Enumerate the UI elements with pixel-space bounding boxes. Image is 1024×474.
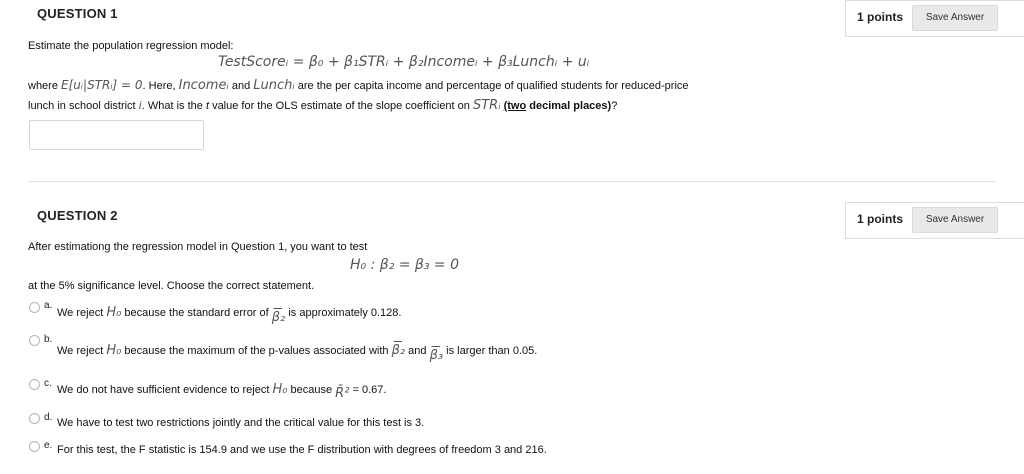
option-c-part-2: because bbox=[290, 384, 333, 396]
question-1-points: 1 points bbox=[857, 10, 904, 24]
option-c-radio[interactable] bbox=[29, 379, 40, 390]
question-1-title: QUESTION 1 bbox=[37, 6, 118, 21]
question-2-intro: After estimationg the regression model in Question 1, you want to test bbox=[28, 241, 368, 253]
option-a-part-2: because the standard error of bbox=[124, 307, 269, 319]
option-b-beta2-hat: β₂ bbox=[391, 343, 406, 358]
option-e-letter: e. bbox=[44, 440, 53, 451]
question-2-points: 1 points bbox=[857, 212, 904, 226]
question-1-line-1 bbox=[28, 78, 689, 93]
str-variable: STRᵢ bbox=[472, 98, 501, 113]
two-label bbox=[504, 100, 612, 112]
option-b-part-2: because the maximum of the p-values associated with bbox=[124, 345, 389, 357]
option-d-text[interactable]: We have to test two restrictions jointly and the critical value for this test is 3. bbox=[57, 417, 425, 429]
option-d-letter: d. bbox=[44, 412, 53, 423]
question-2-header bbox=[0, 202, 845, 230]
slope-question-text: value for the OLS estimate of the slope coefficient on bbox=[212, 100, 470, 112]
question-2-save-answer-button[interactable]: Save Answer bbox=[912, 207, 998, 233]
option-a-beta-hat: β₂ bbox=[271, 310, 286, 325]
regression-model-equation: TestScoreᵢ = β₀ + β₁STRᵢ + β₂Incomeᵢ + β₃Lunchᵢ + uᵢ bbox=[218, 54, 590, 70]
option-a-h0: H₀ bbox=[106, 305, 122, 320]
here-text: . Here, bbox=[142, 80, 176, 92]
option-b-part-4: is larger than 0.05. bbox=[446, 345, 538, 357]
option-b-beta3-hat: β₃ bbox=[429, 348, 444, 363]
option-c-adjusted-r-squared: R̄² bbox=[335, 386, 350, 401]
conditional-mean-expression: E[uᵢ|STRᵢ] = 0 bbox=[61, 78, 143, 92]
question-1-save-answer-button[interactable]: Save Answer bbox=[912, 5, 998, 31]
t-statistic-symbol: t bbox=[205, 100, 209, 112]
option-e-radio[interactable] bbox=[29, 441, 40, 452]
option-e-text[interactable]: For this test, the F statistic is 154.9 and we use the F distribution with degrees of freedom 3 and 216. bbox=[57, 444, 547, 456]
lunch-district-text: lunch in school district bbox=[28, 100, 136, 112]
question-2-prompt: at the 5% significance level. Choose the correct statement. bbox=[28, 280, 315, 292]
option-b-text[interactable] bbox=[57, 343, 538, 363]
lunch-variable: Lunchᵢ bbox=[253, 78, 295, 93]
question-mark: ? bbox=[611, 100, 618, 112]
option-b-part-3: and bbox=[408, 345, 427, 357]
question-divider bbox=[28, 181, 996, 182]
question-1-side-panel bbox=[845, 0, 1024, 37]
question-2-side-panel bbox=[845, 202, 1024, 239]
option-d-radio[interactable] bbox=[29, 413, 40, 424]
option-c-part-1: We do not have sufficient evidence to reject bbox=[57, 384, 270, 396]
option-c-part-3: = 0.67. bbox=[352, 384, 387, 396]
option-a-radio[interactable] bbox=[29, 302, 40, 313]
option-b-radio[interactable] bbox=[29, 335, 40, 346]
option-b-h0: H₀ bbox=[106, 343, 122, 358]
option-c-text[interactable] bbox=[57, 382, 387, 401]
option-b-letter: b. bbox=[44, 334, 53, 345]
decimal-places: decimal places) bbox=[529, 100, 612, 112]
option-a-letter: a. bbox=[44, 300, 53, 311]
null-hypothesis: H₀ : β₂ = β₃ = 0 bbox=[350, 257, 460, 273]
option-c-letter: c. bbox=[44, 378, 52, 389]
question-1-intro: Estimate the population regression model: bbox=[28, 40, 234, 52]
where-text: where bbox=[28, 80, 58, 92]
option-c-h0: H₀ bbox=[272, 382, 288, 397]
question-1-line-2 bbox=[28, 98, 617, 113]
income-variable: Incomeᵢ bbox=[178, 78, 229, 93]
question-1-answer-input[interactable] bbox=[29, 120, 204, 150]
option-a-part-1: We reject bbox=[57, 307, 104, 319]
district-index: i bbox=[138, 99, 142, 112]
two-underlined: (two bbox=[503, 100, 527, 112]
question-2-title: QUESTION 2 bbox=[37, 208, 118, 223]
option-b-part-1: We reject bbox=[57, 345, 104, 357]
description-text: are the per capita income and percentage of qualified students for reduced-price bbox=[297, 80, 689, 92]
what-is-text: . What is the bbox=[141, 100, 203, 112]
and-text: and bbox=[231, 80, 251, 92]
question-1-header bbox=[0, 0, 845, 28]
option-a-part-3: is approximately 0.128. bbox=[288, 307, 402, 319]
option-a-text[interactable] bbox=[57, 305, 402, 325]
